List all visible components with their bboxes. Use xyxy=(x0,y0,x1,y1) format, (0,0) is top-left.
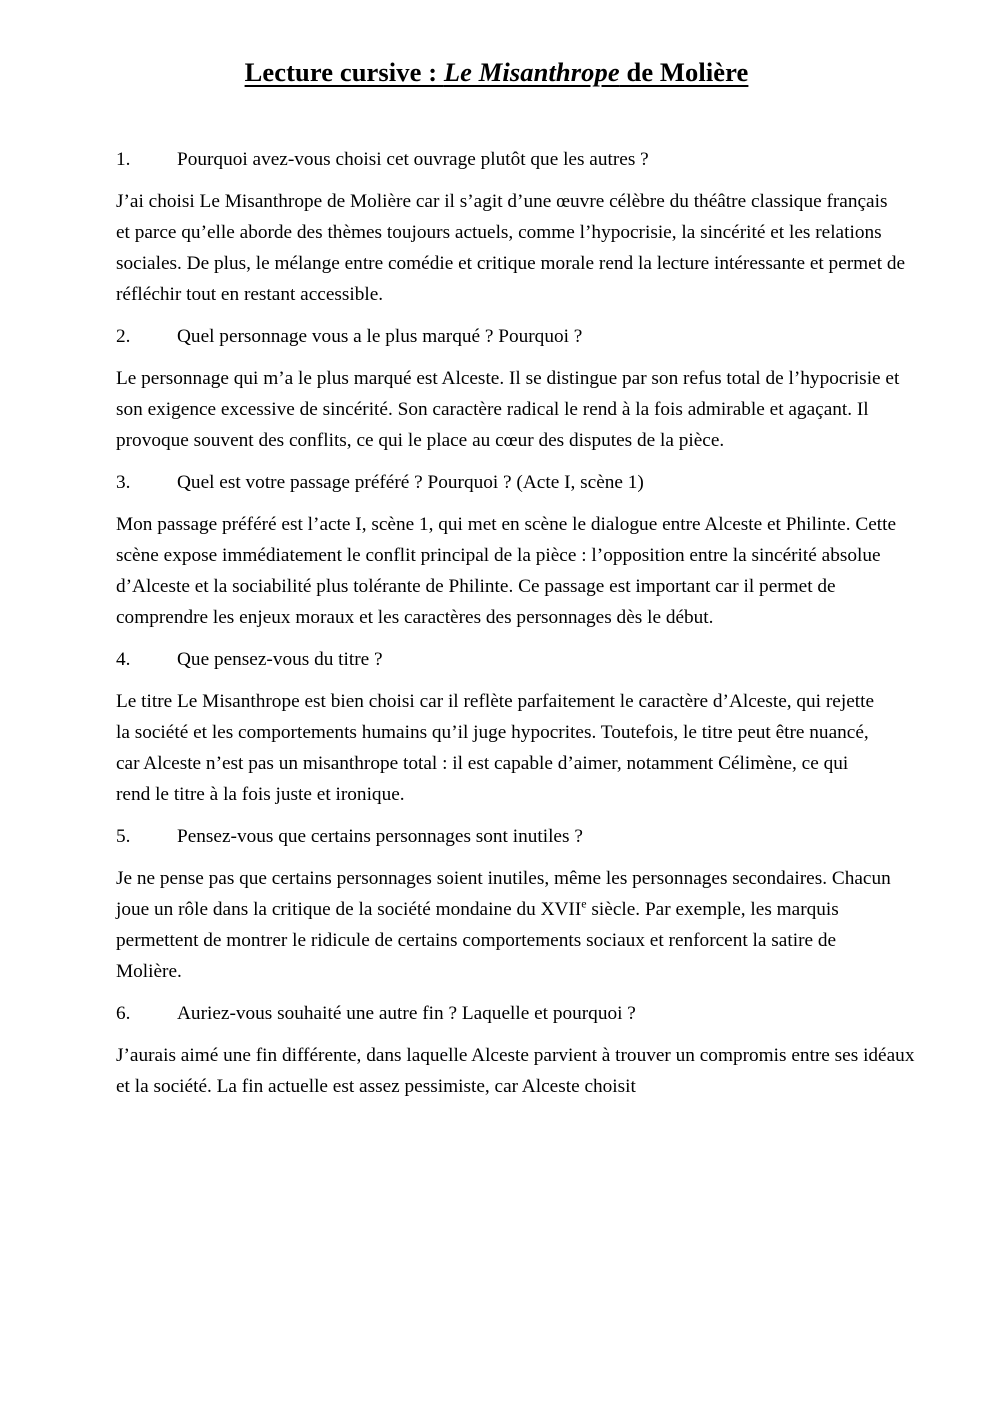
answer-1: J’ai choisi Le Misanthrope de Molière car il s’agit d’une œuvre célèbre du théâtre classique français et parce qu’elle aborde des thèmes toujours actuels, comme l’hypocrisie, la sincérité et les relations sociales. De plus, le mélange entre comédie et critique morale rend la lecture intéressante et permet de réfléchir tout en restant accessible. xyxy=(116,191,906,306)
question-4-text: Que pensez-vous du titre ? xyxy=(177,649,383,671)
question-1 xyxy=(116,144,917,175)
question-5 xyxy=(116,821,917,852)
qa-item-3 xyxy=(116,467,917,633)
answer-3: Mon passage préféré est l’acte I, scène 1, qui met en scène le dialogue entre Alceste et Philinte. Cette scène expose immédiatement le conflit principal de la pièce : l’opposition entre la sincérité absolue d’Alceste et la sociabilité plus tolérante de Philinte. Ce passage est important car il permet de comprendre les enjeux moraux et les caractères des personnages dès le début. xyxy=(116,514,897,629)
question-2-text: Quel personnage vous a le plus marqué ? Pourquoi ? xyxy=(177,326,583,348)
answer-5-century-superscript: e xyxy=(581,896,587,911)
page-title-prefix: Lecture cursive : xyxy=(244,57,444,87)
question-1-number: 1. xyxy=(116,149,131,171)
question-6-number: 6. xyxy=(116,1003,131,1025)
question-2 xyxy=(116,321,917,352)
question-2-number: 2. xyxy=(116,326,131,348)
question-3-number: 3. xyxy=(116,472,131,494)
answer-5 xyxy=(116,863,901,987)
question-5-number: 5. xyxy=(116,826,131,848)
qa-item-5 xyxy=(116,821,917,987)
page-title-work: Le Misanthrope xyxy=(443,57,620,87)
qa-item-2 xyxy=(116,321,917,456)
question-5-text: Pensez-vous que certains personnages sont inutiles ? xyxy=(177,826,583,848)
question-3-text: Quel est votre passage préféré ? Pourquoi ? (Acte I, scène 1) xyxy=(177,472,644,494)
page-title xyxy=(0,0,993,89)
page-title-suffix: de Molière xyxy=(619,57,749,87)
qa-item-4 xyxy=(116,644,917,810)
qa-item-6 xyxy=(116,998,917,1102)
question-1-text: Pourquoi avez-vous choisi cet ouvrage plutôt que les autres ? xyxy=(177,149,649,171)
question-6-text: Auriez-vous souhaité une autre fin ? Laquelle et pourquoi ? xyxy=(177,1003,636,1025)
question-6 xyxy=(116,998,917,1029)
answer-6: J’aurais aimé une fin différente, dans laquelle Alceste parvient à trouver un compromis entre ses idéaux et la société. La fin actuelle est assez pessimiste, car Alceste choisit xyxy=(116,1045,915,1098)
question-4-number: 4. xyxy=(116,649,131,671)
document-body xyxy=(0,144,993,1102)
question-3 xyxy=(116,467,917,498)
answer-2: Le personnage qui m’a le plus marqué est Alceste. Il se distingue par son refus total de l’hypocrisie et son exigence excessive de sincérité. Son caractère radical le rend à la fois admirable et agaçant. Il provoque souvent des conflits, ce qui le place au cœur des disputes de la pièce. xyxy=(116,368,900,452)
answer-5-part2: siècle. Par exemple, les marquis permettent de montrer le ridicule de certains comportements sociaux et renforcent la satire de Molière. xyxy=(116,899,839,983)
qa-item-1 xyxy=(116,144,917,310)
question-4 xyxy=(116,644,917,675)
answer-5-part1: Je ne pense pas que certains personnages soient inutiles, même les personnages secondaires. Chacun joue un rôle dans la critique de la société mondaine du XVII xyxy=(116,868,891,921)
answer-4: Le titre Le Misanthrope est bien choisi car il reflète parfaitement le caractère d’Alceste, qui rejette la société et les comportements humains qu’il juge hypocrites. Toutefois, le titre peut être nuancé, car Alceste n’est pas un misanthrope total : il est capable d’aimer, notamment Célimène, ce qui rend le titre à la fois juste et ironique. xyxy=(116,691,875,806)
